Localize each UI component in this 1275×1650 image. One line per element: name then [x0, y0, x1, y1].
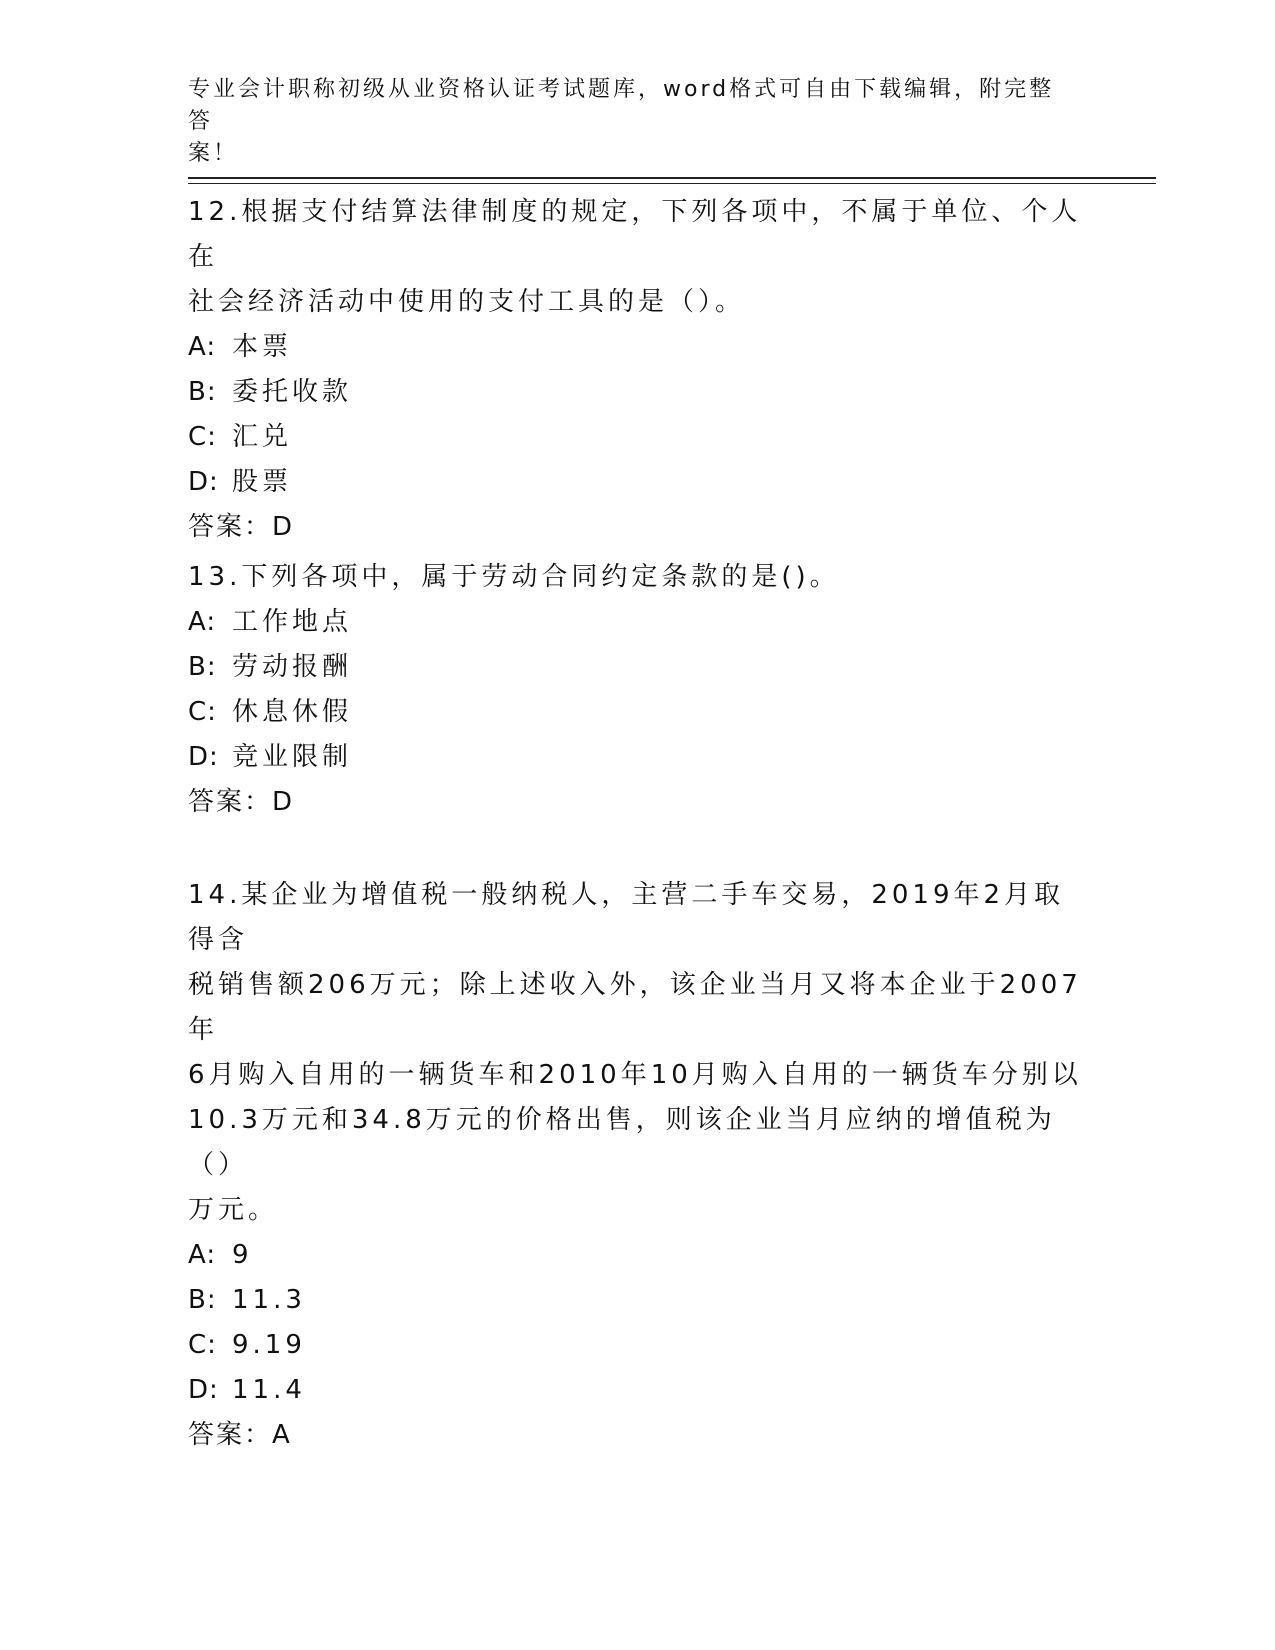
header-line-1: 专业会计职称初级从业资格认证考试题库，word格式可自由下载编辑，附完整答 — [188, 77, 1055, 134]
option-label: C: — [188, 1330, 217, 1360]
question-13 — [188, 555, 1088, 825]
option-text: 竞业限制 — [232, 742, 353, 772]
option-text: 休息休假 — [232, 697, 353, 727]
header-divider-thick — [188, 177, 1156, 179]
question-stem-line: 税销售额206万元；除上述收入外，该企业当月又将本企业于2007年 — [188, 970, 1082, 1045]
option-label: B: — [188, 1285, 217, 1315]
option-a — [188, 600, 1088, 645]
answer-line: 答案：D — [188, 787, 295, 817]
option-label: D: — [188, 742, 219, 772]
question-14 — [188, 873, 1088, 1458]
option-a — [188, 1233, 1088, 1278]
option-label: C: — [188, 697, 217, 727]
question-stem-line: 万元。 — [188, 1195, 279, 1225]
option-label: C: — [188, 422, 217, 452]
option-label: D: — [188, 1375, 219, 1405]
option-label: B: — [188, 652, 217, 682]
header-line-2: 案！ — [188, 141, 239, 166]
question-stem-line: 14.某企业为增值税一般纳税人，主营二手车交易，2019年2月取得含 — [188, 880, 1065, 955]
option-label: D: — [188, 467, 219, 497]
answer-line: 答案：A — [188, 1420, 292, 1450]
option-text: 委托收款 — [232, 377, 353, 407]
option-b — [188, 1278, 1088, 1323]
option-d — [188, 460, 1088, 505]
question-stem-line: 社会经济活动中使用的支付工具的是（）。 — [188, 287, 746, 317]
option-text: 11.4 — [232, 1375, 306, 1405]
option-label: B: — [188, 377, 217, 407]
option-text: 本票 — [232, 332, 293, 362]
option-text: 9 — [232, 1240, 253, 1270]
option-b — [188, 370, 1088, 415]
question-stem-line: 13.下列各项中，属于劳动合同约定条款的是()。 — [188, 562, 840, 592]
question-12 — [188, 190, 1088, 550]
option-text: 11.3 — [232, 1285, 306, 1315]
option-text: 汇兑 — [232, 422, 293, 452]
header-divider-thin — [188, 183, 1156, 184]
option-c — [188, 415, 1088, 460]
question-stem-line: 10.3万元和34.8万元的价格出售，则该企业当月应纳的增值税为（） — [188, 1105, 1056, 1180]
option-label: A: — [188, 1240, 217, 1270]
option-d — [188, 1368, 1088, 1413]
option-c — [188, 690, 1088, 735]
answer-line: 答案：D — [188, 512, 295, 542]
option-label: A: — [188, 332, 217, 362]
question-stem-line: 6月购入自用的一辆货车和2010年10月购入自用的一辆货车分别以 — [188, 1060, 1082, 1090]
option-text: 股票 — [232, 467, 293, 497]
option-text: 9.19 — [232, 1330, 306, 1360]
option-a — [188, 325, 1088, 370]
option-c — [188, 1323, 1088, 1368]
option-b — [188, 645, 1088, 690]
document-header — [188, 74, 1068, 170]
option-text: 工作地点 — [232, 607, 353, 637]
option-d — [188, 735, 1088, 780]
option-text: 劳动报酬 — [232, 652, 353, 682]
option-label: A: — [188, 607, 217, 637]
question-stem-line: 12.根据支付结算法律制度的规定，下列各项中，不属于单位、个人在 — [188, 197, 1082, 272]
